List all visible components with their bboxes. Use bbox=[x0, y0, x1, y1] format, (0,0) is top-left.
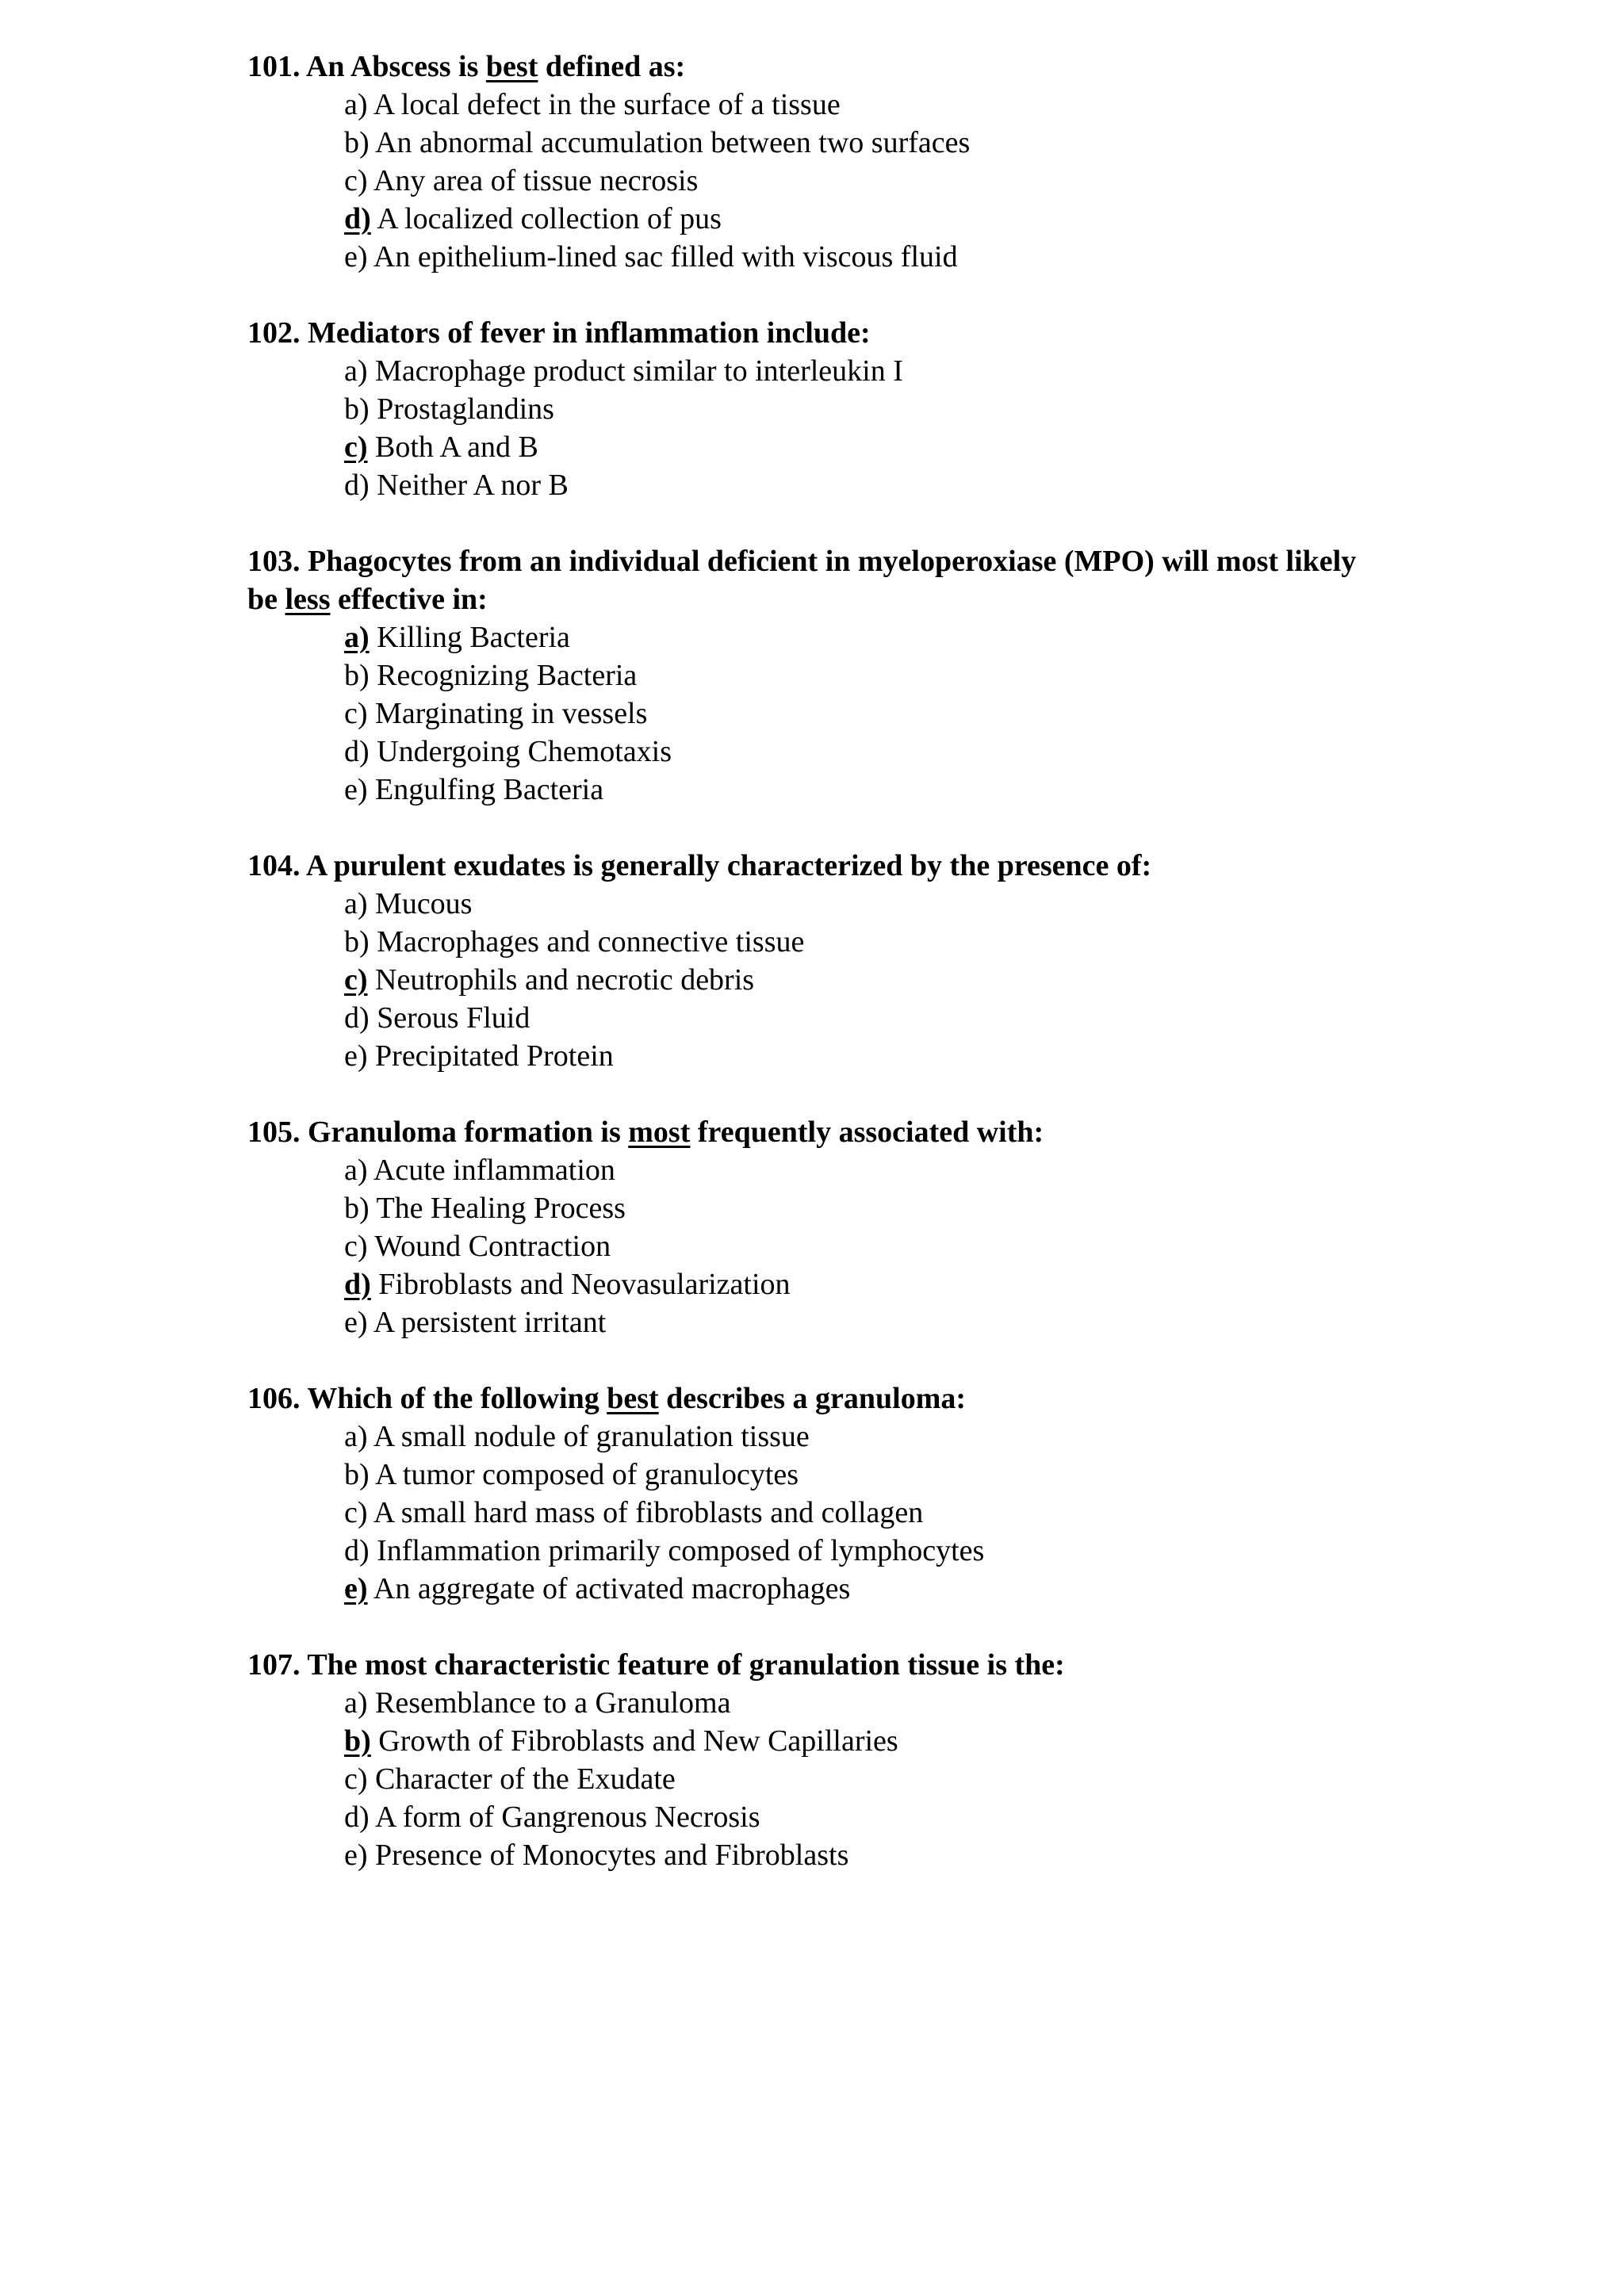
answer-option: a) Resemblance to a Granuloma bbox=[344, 1686, 731, 1720]
answer-option: e) Presence of Monocytes and Fibroblasts bbox=[344, 1839, 849, 1872]
answer-option: c) Character of the Exudate bbox=[344, 1762, 676, 1796]
answer-options bbox=[247, 885, 1389, 1075]
answer-option: a) Mucous bbox=[344, 887, 473, 920]
answer-option: c) Marginating in vessels bbox=[344, 697, 648, 730]
question-stem: 104. A purulent exudates is generally characterized by the presence of: bbox=[247, 849, 1152, 882]
answer-option-correct: b) Growth of Fibroblasts and New Capillaries bbox=[344, 1724, 898, 1758]
question-107 bbox=[247, 1646, 1389, 1874]
answer-option-correct: c) Both A and B bbox=[344, 430, 538, 464]
answer-option: b) The Healing Process bbox=[344, 1192, 626, 1225]
question-stem: 106. Which of the following best describes a granuloma: bbox=[247, 1382, 967, 1415]
answer-option: c) Any area of tissue necrosis bbox=[344, 164, 699, 197]
answer-option: e) Precipitated Protein bbox=[344, 1039, 614, 1073]
answer-option-correct: e) An aggregate of activated macrophages bbox=[344, 1572, 851, 1605]
answer-option: b) A tumor composed of granulocytes bbox=[344, 1458, 799, 1491]
answer-options bbox=[247, 86, 1389, 276]
answer-option: d) A form of Gangrenous Necrosis bbox=[344, 1800, 760, 1834]
answer-options bbox=[247, 352, 1389, 504]
answer-option-correct: d) Fibroblasts and Neovasularization bbox=[344, 1268, 791, 1301]
answer-option: b) Prostaglandins bbox=[344, 392, 554, 426]
question-stem: 103. Phagocytes from an individual deficient in myeloperoxiase (MPO) will most likely be less effective in: bbox=[247, 545, 1357, 616]
question-104 bbox=[247, 847, 1389, 1075]
answer-option: b) Macrophages and connective tissue bbox=[344, 925, 805, 959]
answer-option: a) Acute inflammation bbox=[344, 1154, 615, 1187]
answer-option: e) A persistent irritant bbox=[344, 1306, 607, 1339]
answer-option: b) An abnormal accumulation between two surfaces bbox=[344, 126, 971, 159]
question-101 bbox=[247, 48, 1389, 276]
answer-option: c) Wound Contraction bbox=[344, 1230, 611, 1263]
answer-option: e) An epithelium-lined sac filled with viscous fluid bbox=[344, 240, 958, 274]
question-106 bbox=[247, 1380, 1389, 1608]
question-stem: 105. Granuloma formation is most frequently associated with: bbox=[247, 1115, 1044, 1149]
answer-option: a) A local defect in the surface of a tissue bbox=[344, 88, 841, 121]
answer-options bbox=[247, 1684, 1389, 1874]
question-105 bbox=[247, 1113, 1389, 1341]
answer-option: b) Recognizing Bacteria bbox=[344, 659, 638, 692]
answer-option-correct: c) Neutrophils and necrotic debris bbox=[344, 963, 755, 997]
question-stem: 102. Mediators of fever in inflammation include: bbox=[247, 316, 871, 350]
answer-options bbox=[247, 1151, 1389, 1341]
answer-options bbox=[247, 1418, 1389, 1608]
answer-option: d) Inflammation primarily composed of lymphocytes bbox=[344, 1534, 985, 1567]
answer-option: d) Serous Fluid bbox=[344, 1001, 530, 1035]
answer-options bbox=[247, 618, 1389, 809]
question-stem: 101. An Abscess is best defined as: bbox=[247, 50, 686, 83]
answer-option: e) Engulfing Bacteria bbox=[344, 773, 604, 806]
question-102 bbox=[247, 314, 1389, 504]
question-103 bbox=[247, 542, 1389, 809]
answer-option-correct: a) Killing Bacteria bbox=[344, 621, 570, 654]
answer-option: d) Undergoing Chemotaxis bbox=[344, 735, 672, 768]
answer-option: d) Neither A nor B bbox=[344, 469, 569, 502]
answer-option: a) A small nodule of granulation tissue bbox=[344, 1420, 810, 1453]
answer-option: a) Macrophage product similar to interleukin I bbox=[344, 354, 903, 388]
answer-option: c) A small hard mass of fibroblasts and collagen bbox=[344, 1496, 924, 1529]
answer-option-correct: d) A localized collection of pus bbox=[344, 202, 722, 235]
question-stem: 107. The most characteristic feature of granulation tissue is the: bbox=[247, 1648, 1065, 1682]
